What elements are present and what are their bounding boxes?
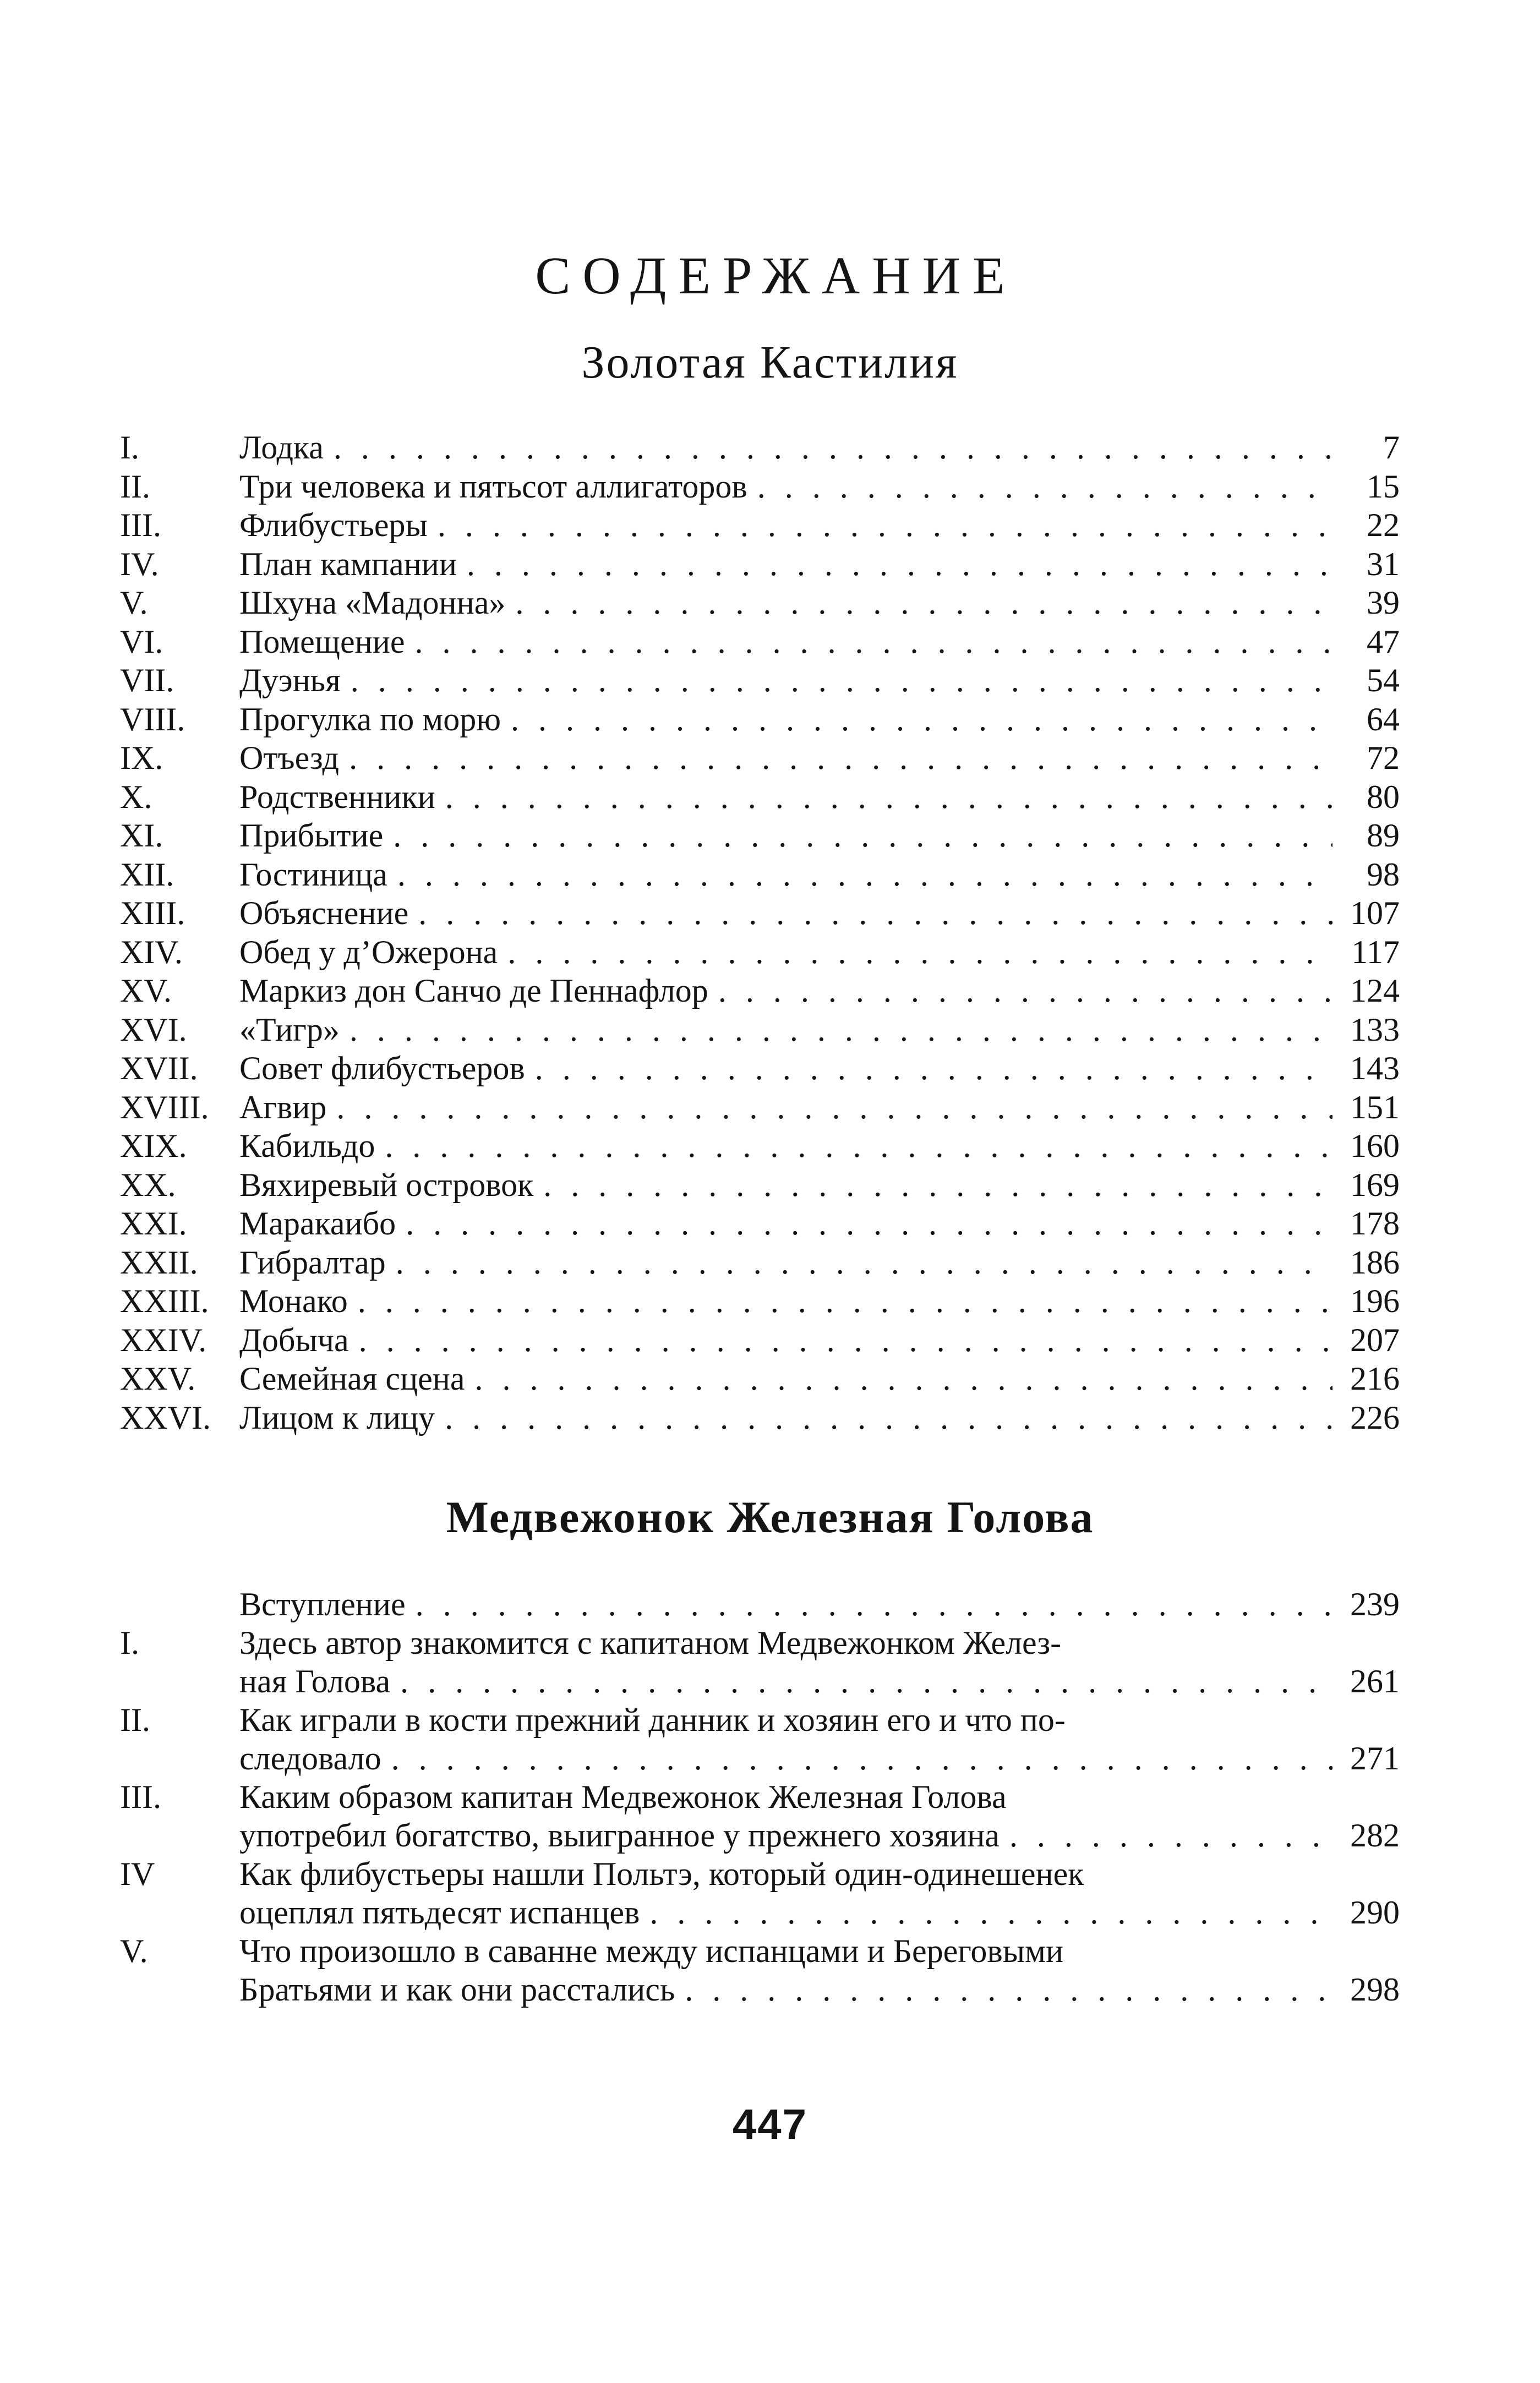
chapter-title: Агвир [239, 1089, 327, 1125]
page-number: 124 [1350, 972, 1400, 1009]
chapter-number: XVI. [120, 1011, 187, 1048]
chapter-number: XXV. [120, 1360, 196, 1397]
chapter-title: Флибустьеры [239, 507, 428, 543]
page-number: 117 [1351, 933, 1400, 970]
chapter-number: I. [120, 1625, 139, 1661]
dot-leader [685, 1970, 1333, 2009]
toc-entry [0, 971, 1540, 1010]
chapter-title-line: Братьями и как они расстались [239, 1971, 675, 2008]
chapter-title: «Тигр» [239, 1011, 340, 1048]
page-number: 22 [1367, 507, 1400, 543]
chapter-title-line: Как играли в кости прежний данник и хозяин его и что по- [239, 1702, 1066, 1738]
page-number: 282 [1350, 1817, 1400, 1854]
chapter-number: III. [120, 1779, 161, 1815]
chapter-number: XIX. [120, 1128, 187, 1164]
page-number: 98 [1367, 856, 1400, 893]
chapter-title: Добыча [239, 1321, 349, 1358]
toc-entry [0, 467, 1540, 506]
chapter-number: X. [120, 778, 152, 815]
chapter-number: VIII. [120, 701, 185, 737]
chapter-title-line: Как флибустьеры нашли Польтэ, который один-одинешенек [239, 1856, 1084, 1892]
toc-entry [0, 661, 1540, 700]
toc-entry [0, 700, 1540, 739]
chapter-title-line: Здесь автор знакомится с капитаном Медвежонком Желез- [239, 1625, 1062, 1661]
chapter-number: XV. [120, 972, 172, 1009]
chapter-number: XVII. [120, 1050, 198, 1086]
toc-list [0, 428, 1540, 1437]
page-number: 15 [1367, 468, 1400, 505]
dot-leader [414, 622, 1333, 662]
dot-leader [349, 739, 1333, 778]
page-number: 298 [1350, 1971, 1400, 2008]
chapter-number: XXIII. [120, 1283, 209, 1319]
chapter-title: Шхуна «Мадонна» [239, 584, 506, 621]
toc-entry-line [0, 1739, 1540, 1778]
toc-entry-line [0, 1855, 1540, 1893]
chapter-title: Лодка [239, 429, 324, 466]
dot-leader [400, 1662, 1333, 1701]
chapter-title: Совет флибустьеров [239, 1050, 525, 1086]
chapter-title-line: следовало [239, 1740, 381, 1777]
chapter-title: Маркиз дон Санчо де Пеннафлор [239, 972, 708, 1009]
page-number: 271 [1350, 1740, 1400, 1777]
chapter-title: Вступление [239, 1586, 406, 1622]
page-number: 7 [1383, 429, 1400, 466]
dot-leader [391, 1739, 1333, 1778]
dot-leader [718, 971, 1333, 1010]
page-number: 89 [1367, 817, 1400, 854]
chapter-title: Родственники [239, 778, 435, 815]
chapter-number: IV [120, 1856, 155, 1892]
chapter-number: XXIV. [120, 1321, 207, 1358]
chapter-title: Отъезд [239, 740, 340, 776]
toc-entry [0, 1585, 1540, 1624]
part-heading: Медвежонок Железная Голова [446, 1492, 1094, 1542]
chapter-title: Обед у д’Ожерона [239, 933, 498, 970]
chapter-number: V. [120, 584, 148, 621]
page-number: 239 [1350, 1586, 1400, 1622]
toc-entry [0, 1010, 1540, 1050]
page-number: 54 [1367, 662, 1400, 698]
chapter-number: XI. [120, 817, 163, 854]
chapter-number: IV. [120, 545, 159, 582]
dot-leader [397, 855, 1333, 894]
toc-entry [0, 545, 1540, 584]
dot-leader [393, 816, 1333, 855]
chapter-title-line: употребил богатство, выигранное у прежнего хозяина [239, 1817, 1000, 1854]
page-number: 160 [1350, 1128, 1400, 1164]
toc-entry-line [0, 1701, 1540, 1739]
dot-leader [385, 1127, 1333, 1166]
chapter-title-line: Каким образом капитан Медвежонок Железная Голова [239, 1779, 1007, 1815]
chapter-title-line: Что произошло в саванне между испанцами и Береговыми [239, 1933, 1064, 1969]
chapter-number: VII. [120, 662, 174, 698]
dot-leader [406, 1204, 1333, 1243]
toc-entry [0, 816, 1540, 855]
chapter-title: Монако [239, 1283, 348, 1319]
chapter-number: II. [120, 468, 150, 505]
toc-entry-line [0, 1970, 1540, 2009]
toc-entry-line [0, 1816, 1540, 1855]
toc-entry-line [0, 1662, 1540, 1701]
dot-leader [757, 467, 1333, 506]
chapter-number: XXVI. [120, 1399, 211, 1436]
chapter-title: Объяснение [239, 895, 409, 931]
chapter-number: IX. [120, 740, 163, 776]
toc-entry-line [0, 1893, 1540, 1932]
toc-entry [0, 1127, 1540, 1166]
chapter-number: III. [120, 507, 161, 543]
dot-leader [336, 1088, 1333, 1127]
toc-entry [0, 1204, 1540, 1243]
dot-leader [416, 1585, 1333, 1624]
chapter-title: Прогулка по морю [239, 701, 501, 737]
page-number: 178 [1350, 1205, 1400, 1242]
page-number: 216 [1350, 1360, 1400, 1397]
chapter-title: Кабильдо [239, 1128, 375, 1164]
toc-entry [0, 622, 1540, 662]
dot-leader [438, 506, 1333, 545]
chapter-title: Гостиница [239, 856, 387, 893]
chapter-number: XXII. [120, 1244, 198, 1281]
chapter-title: Маракаибо [239, 1205, 396, 1242]
toc-entry [0, 1166, 1540, 1205]
page-number: 39 [1367, 584, 1400, 621]
page-number: 72 [1367, 740, 1400, 776]
chapter-title: Три человека и пятьсот аллигаторов [239, 468, 747, 505]
dot-leader [351, 661, 1333, 700]
chapter-title: Дуэнья [239, 662, 341, 698]
chapter-title-line: оцеплял пятьдесят испанцев [239, 1894, 640, 1931]
chapter-number: XII. [120, 856, 174, 893]
toc-entry [0, 506, 1540, 545]
toc-list [0, 1585, 1540, 2009]
dot-leader [349, 1010, 1333, 1050]
dot-leader [1009, 1816, 1333, 1855]
chapter-number: XXI. [120, 1205, 187, 1242]
toc-entry [0, 1359, 1540, 1398]
toc-entry [0, 583, 1540, 622]
chapter-title: План кампании [239, 545, 457, 582]
toc-entry-line [0, 1932, 1540, 1970]
toc-entry [0, 428, 1540, 467]
folio-page-number: 447 [732, 2100, 808, 2149]
page-number: 133 [1350, 1011, 1400, 1048]
page-number: 261 [1350, 1663, 1400, 1699]
dot-leader [475, 1359, 1333, 1398]
dot-leader [649, 1893, 1333, 1932]
page-number: 226 [1350, 1399, 1400, 1436]
chapter-title: Гибралтар [239, 1244, 386, 1281]
dot-leader [358, 1282, 1333, 1321]
page-number: 207 [1350, 1321, 1400, 1358]
page-number: 290 [1350, 1894, 1400, 1931]
chapter-number: XVIII. [120, 1089, 209, 1125]
page-number: 47 [1367, 623, 1400, 660]
chapter-number: I. [120, 429, 139, 466]
chapter-number: VI. [120, 623, 163, 660]
chapter-title: Вяхиревый островок [239, 1166, 534, 1203]
dot-leader [511, 700, 1333, 739]
dot-leader [445, 778, 1333, 817]
dot-leader [396, 1243, 1333, 1282]
toc-entry [0, 1321, 1540, 1360]
page-number: 169 [1350, 1166, 1400, 1203]
page-number: 64 [1367, 701, 1400, 737]
chapter-title-line: ная Голова [239, 1663, 391, 1699]
toc-entry [0, 894, 1540, 933]
chapter-number: XIII. [120, 895, 185, 931]
chapter-number: V. [120, 1933, 148, 1969]
dot-leader [359, 1321, 1333, 1360]
chapter-title: Прибытие [239, 817, 384, 854]
contents-title: СОДЕРЖАНИЕ [535, 246, 1017, 305]
toc-entry [0, 1398, 1540, 1438]
part-heading: Золотая Кастилия [581, 337, 959, 388]
dot-leader [535, 1049, 1333, 1088]
toc-entry [0, 778, 1540, 817]
toc-entry [0, 739, 1540, 778]
chapter-title: Семейная сцена [239, 1360, 465, 1397]
toc-entry-line [0, 1624, 1540, 1662]
toc-entry [0, 1049, 1540, 1088]
chapter-title: Лицом к лицу [239, 1399, 435, 1436]
dot-leader [418, 894, 1333, 933]
dot-leader [543, 1166, 1333, 1205]
chapter-number: II. [120, 1702, 150, 1738]
page-number: 186 [1350, 1244, 1400, 1281]
page-number: 31 [1367, 545, 1400, 582]
toc-entry [0, 855, 1540, 894]
dot-leader [467, 545, 1333, 584]
page-number: 151 [1350, 1089, 1400, 1125]
toc-entry [0, 1088, 1540, 1127]
toc-entry [0, 933, 1540, 972]
toc-entry [0, 1243, 1540, 1282]
chapter-number: XX. [120, 1166, 176, 1203]
page-number: 107 [1350, 895, 1400, 931]
dot-leader [334, 428, 1333, 467]
page-number: 80 [1367, 778, 1400, 815]
toc-entry-line [0, 1778, 1540, 1816]
page-number: 143 [1350, 1050, 1400, 1086]
page-number: 196 [1350, 1283, 1400, 1319]
chapter-title: Помещение [239, 623, 405, 660]
dot-leader [445, 1398, 1333, 1438]
dot-leader [515, 583, 1333, 622]
dot-leader [507, 933, 1333, 972]
chapter-number: XIV. [120, 933, 183, 970]
toc-entry [0, 1282, 1540, 1321]
